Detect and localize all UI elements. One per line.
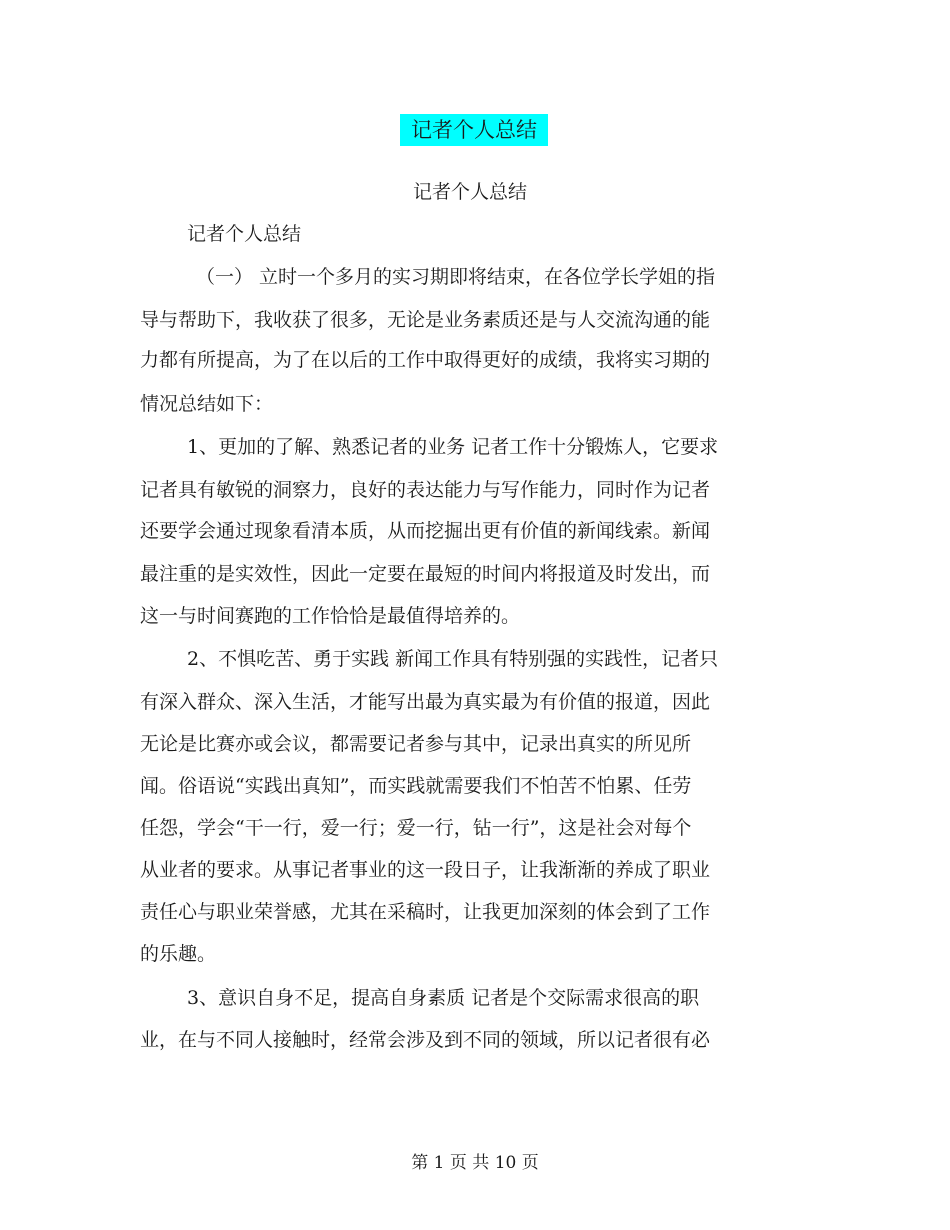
body-line: 还要学会通过现象看清本质，从而挖掘出更有价值的新闻线索。新闻 xyxy=(140,520,711,542)
body-line: 责任心与职业荣誉感，尤其在采稿时，让我更加深刻的体会到了工作 xyxy=(140,901,711,923)
body-line: 这一与时间赛跑的工作恰恰是最值得培养的。 xyxy=(140,605,521,627)
body-line: 记者具有敏锐的洞察力，良好的表达能力与写作能力，同时作为记者 xyxy=(140,479,711,501)
body-line: 任怨，学会“干一行，爱一行；爱一行，钻一行”，这是社会对每个 xyxy=(140,817,692,839)
document-title: 记者个人总结 xyxy=(411,118,537,142)
body-line: 最注重的是实效性，因此一定要在最短的时间内将报道及时发出，而 xyxy=(140,563,711,585)
body-line: 无论是比赛亦或会议，都需要记者参与其中，记录出真实的所见所 xyxy=(140,733,692,755)
body-line: 3、意识自身不足，提高自身素质 记者是个交际需求很高的职 xyxy=(187,987,700,1009)
body-line: 情况总结如下： xyxy=(140,393,274,415)
body-line: 1、更加的了解、熟悉记者的业务 记者工作十分锻炼人，它要求 xyxy=(187,436,719,458)
body-line: 从业者的要求。从事记者事业的这一段日子，让我渐渐的养成了职业 xyxy=(140,859,711,881)
body-line: 导与帮助下，我收获了很多，无论是业务素质还是与人交流沟通的能 xyxy=(140,309,711,331)
document-subtitle: 记者个人总结 xyxy=(412,181,527,203)
body-line: 记者个人总结 xyxy=(187,223,302,245)
body-line: 闻。俗语说“实践出真知”，而实践就需要我们不怕苦不怕累、任劳 xyxy=(140,775,692,797)
body-line: 有深入群众、深入生活，才能写出最为真实最为有价值的报道，因此 xyxy=(140,691,711,713)
body-line: 力都有所提高，为了在以后的工作中取得更好的成绩，我将实习期的 xyxy=(140,349,711,371)
page-number-footer: 第 1 页 共 10 页 xyxy=(411,1153,539,1173)
body-line: （一） 立时一个多月的实习期即将结束，在各位学长学姐的指 xyxy=(196,266,716,288)
body-line: 2、不惧吃苦、勇于实践 新闻工作具有特别强的实践性，记者只 xyxy=(187,648,719,670)
body-line: 业，在与不同人接触时，经常会涉及到不同的领域，所以记者很有必 xyxy=(140,1029,711,1051)
body-line: 的乐趣。 xyxy=(140,943,217,965)
